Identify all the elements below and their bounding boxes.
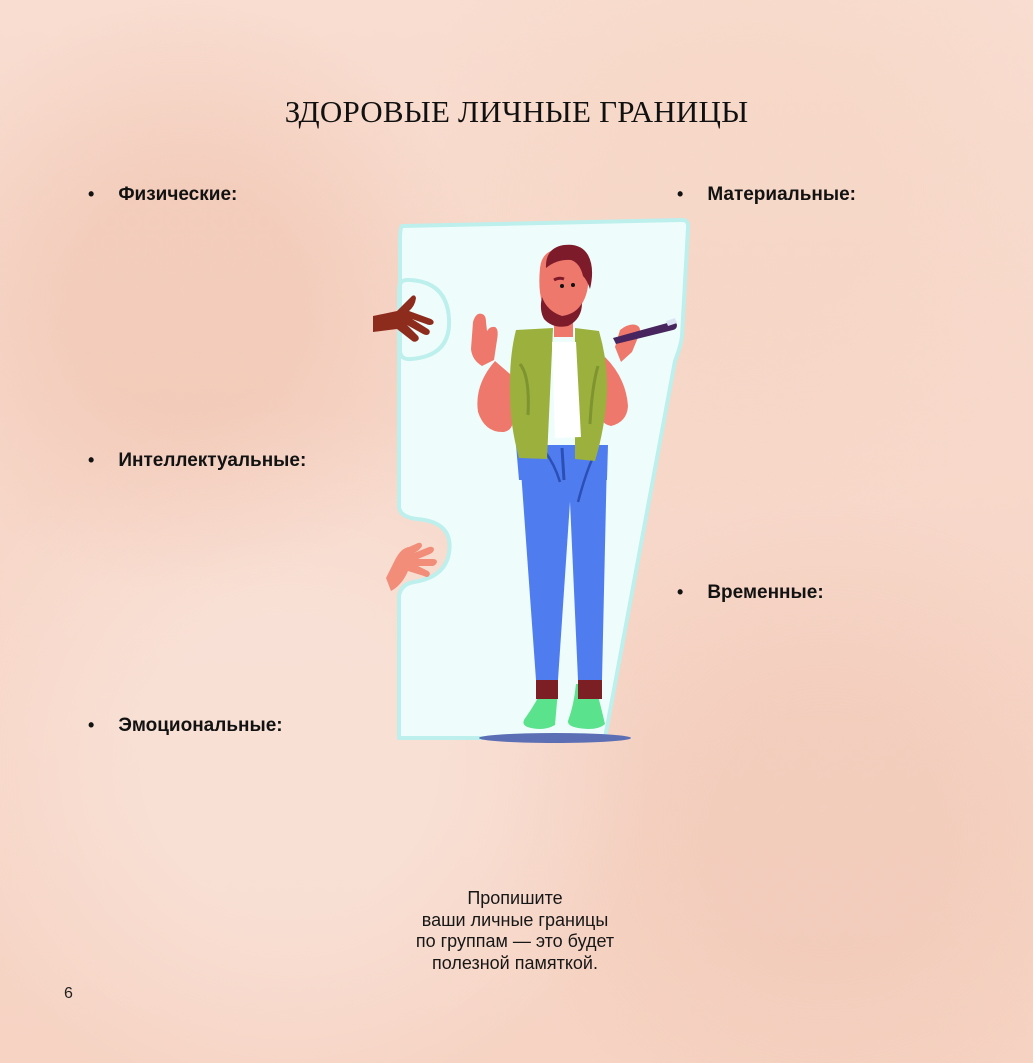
- instruction-line: полезной памяткой.: [431, 952, 598, 973]
- category-label: Эмоциональные:: [118, 715, 283, 736]
- category-material: [677, 184, 856, 206]
- undershirt: [552, 342, 581, 438]
- bullet-point: •: [88, 715, 95, 735]
- page-number: 6: [64, 985, 73, 1002]
- bullet-point: •: [88, 450, 95, 470]
- page-title: ЗДОРОВЫЕ ЛИЧНЫЕ ГРАНИЦЫ: [284, 94, 749, 129]
- category-emotional: [88, 715, 283, 737]
- bullet-point: •: [88, 184, 95, 204]
- instruction-line: ваши личные границы: [421, 909, 609, 930]
- instruction-line: по группам — это будет: [415, 931, 615, 952]
- boundaries-illustration: [350, 210, 700, 755]
- boundaries-illustration-svg: [350, 210, 700, 755]
- instruction-text: [360, 888, 670, 974]
- instruction-line: Пропишите: [467, 888, 563, 908]
- bullet-point: •: [677, 184, 684, 204]
- bullet-point: •: [677, 582, 684, 602]
- category-label: Физические:: [118, 184, 238, 205]
- category-physical: [88, 184, 237, 206]
- category-intellectual: [88, 450, 306, 472]
- category-label: Материальные:: [707, 184, 857, 205]
- category-label: Временные:: [707, 582, 824, 603]
- shirt-left: [510, 328, 553, 459]
- category-label: Интеллектуальные:: [118, 450, 307, 471]
- shadow: [479, 733, 631, 743]
